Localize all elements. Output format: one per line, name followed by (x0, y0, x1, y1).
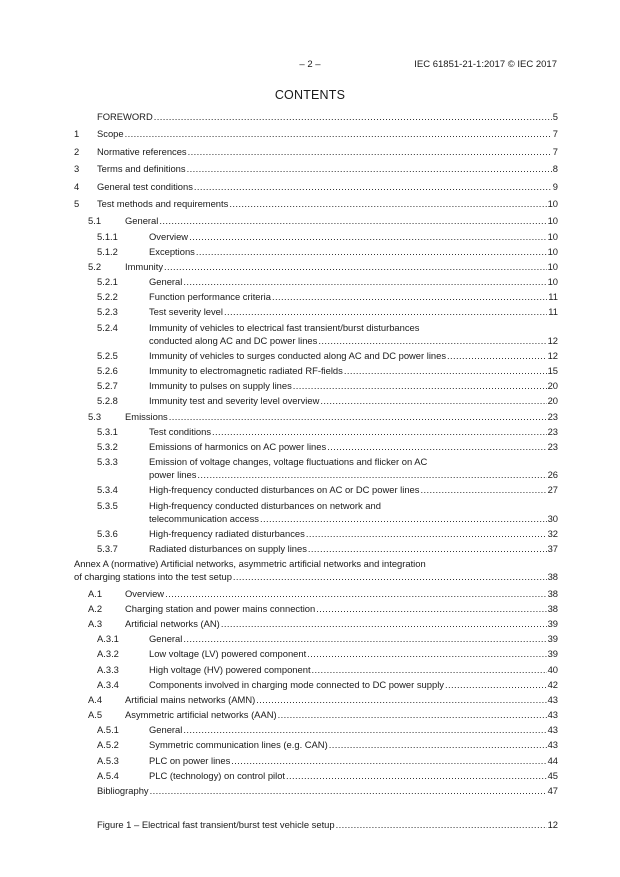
toc-entry[interactable] (74, 321, 558, 349)
dot-leader (197, 468, 546, 481)
dot-leader (229, 197, 546, 210)
toc-entry-title: General (149, 724, 183, 736)
dot-leader (169, 410, 547, 423)
toc-entry[interactable] (74, 275, 558, 290)
toc-entry-title: Immunity of vehicles to surges conducted along AC and DC power lines (149, 349, 447, 361)
dot-leader (164, 260, 547, 273)
dot-leader (293, 379, 547, 392)
toc-entry-number: A.3 (88, 617, 103, 629)
toc-entry-page: 43 (547, 724, 558, 736)
toc-entry-page: 38 (547, 587, 558, 599)
toc-entry-page: 10 (547, 197, 558, 209)
dot-leader (194, 180, 552, 193)
toc-entry-page: 7 (552, 145, 558, 157)
toc-entry-number: 4 (74, 180, 80, 192)
toc-entry-number: A.5.1 (97, 724, 119, 736)
toc-entry-title: High-frequency radiated disturbances (149, 527, 305, 539)
table-of-contents (74, 110, 558, 836)
toc-entry-page: 38 (547, 602, 558, 614)
toc-entry[interactable] (74, 617, 558, 632)
dot-leader (420, 483, 546, 496)
dot-leader (329, 738, 547, 751)
dot-leader (306, 527, 547, 540)
toc-entry-number: 5.1.2 (97, 245, 118, 257)
toc-entry[interactable] (74, 527, 558, 542)
toc-entry[interactable] (74, 260, 558, 275)
toc-entry-page: 43 (547, 693, 558, 705)
toc-entry-page: 10 (547, 245, 558, 257)
dot-leader (196, 245, 547, 258)
toc-entry-title: Components involved in charging mode connected to DC power supply (149, 678, 444, 690)
toc-entry[interactable] (74, 708, 558, 723)
toc-entry[interactable] (74, 349, 558, 364)
toc-entry-page: 38 (547, 571, 558, 583)
toc-entry-page: 32 (547, 527, 558, 539)
toc-entry-page: 7 (552, 128, 558, 140)
toc-entry-number: A.3.1 (97, 633, 119, 645)
toc-entry[interactable] (74, 632, 558, 647)
toc-entry-page: 10 (547, 230, 558, 242)
toc-entry[interactable] (74, 145, 558, 162)
dot-leader (307, 647, 546, 660)
toc-entry-page: 9 (552, 180, 558, 192)
toc-entry-title: Radiated disturbances on supply lines (149, 542, 307, 554)
page-title: CONTENTS (274, 88, 346, 102)
toc-entry-page: 10 (547, 260, 558, 272)
toc-entry-number: 2 (74, 145, 80, 157)
toc-entry-number: 5.2.8 (97, 395, 118, 407)
toc-entry-number: A.3.3 (97, 663, 119, 675)
dot-leader (260, 512, 547, 525)
toc-entry-title: Immunity (125, 260, 164, 272)
toc-entry-title: Function performance criteria (149, 291, 271, 303)
toc-entry-page: 11 (548, 291, 558, 303)
toc-entry-page: 30 (547, 512, 558, 524)
dot-leader (308, 542, 547, 555)
toc-entry-page: 23 (547, 425, 558, 437)
dot-leader (125, 127, 552, 140)
toc-entry-number: 5.1 (88, 215, 102, 227)
toc-entry-number: 5.3.4 (97, 484, 118, 496)
toc-entry[interactable] (74, 602, 558, 617)
toc-entry-number: A.4 (88, 693, 103, 705)
dot-leader (224, 305, 547, 318)
toc-entry-title: General test conditions (97, 180, 193, 192)
figure-entry[interactable] (74, 818, 558, 835)
toc-entry-title: General (149, 276, 183, 288)
toc-entry-page: 43 (547, 709, 558, 721)
toc-entry-title: General (149, 633, 183, 645)
toc-entry[interactable] (74, 483, 558, 498)
toc-entry-page: 27 (547, 484, 558, 496)
toc-entry[interactable] (74, 410, 558, 425)
toc-entry-title: Immunity of vehicles to electrical fast transient/burst disturbances (149, 321, 420, 333)
toc-entry-number: 5.3.3 (97, 456, 118, 468)
toc-entry[interactable] (74, 769, 558, 784)
dot-leader (447, 349, 547, 362)
toc-entry-title: Test severity level (149, 306, 223, 318)
toc-entry-number: A.2 (88, 602, 103, 614)
toc-entry[interactable] (74, 364, 558, 379)
toc-entry[interactable] (74, 663, 558, 678)
dot-leader (318, 334, 546, 347)
toc-entry[interactable] (74, 754, 558, 769)
toc-entry[interactable] (74, 425, 558, 440)
toc-entry-number: A.5.4 (97, 769, 119, 781)
dot-leader (150, 784, 547, 797)
toc-entry-number: 5.3 (88, 410, 102, 422)
toc-entry-title: High-frequency conducted disturbances on network and (149, 499, 381, 511)
page-number-header: – 2 – (299, 59, 321, 70)
toc-entry[interactable] (74, 305, 558, 320)
dot-leader (316, 602, 546, 615)
toc-entry-title: Annex A (normative) Artificial networks, asymmetric artificial networks and integration (74, 558, 426, 570)
toc-entry-page: 39 (547, 633, 558, 645)
dot-leader (344, 364, 547, 377)
toc-entry-number: 5.3.2 (97, 440, 118, 452)
dot-leader (154, 110, 552, 123)
toc-entry-page: 40 (547, 663, 558, 675)
dot-leader (327, 440, 546, 453)
toc-entry-number: 5.1.1 (97, 230, 118, 242)
toc-entry-page: 12 (547, 334, 558, 346)
toc-entry-title: High-frequency conducted disturbances on AC or DC power lines (149, 484, 420, 496)
toc-entry[interactable] (74, 647, 558, 662)
toc-entry[interactable] (74, 230, 558, 245)
toc-entry-number: 5.2.3 (97, 306, 118, 318)
toc-entry-title-continued: of charging stations into the test setup (74, 571, 232, 583)
dot-leader (256, 693, 546, 706)
toc-entry-page: 12 (547, 349, 558, 361)
toc-entry-number: A.5.3 (97, 754, 119, 766)
dot-leader (221, 617, 547, 630)
toc-entry-number: 5.3.5 (97, 499, 118, 511)
toc-entry-number: 5.3.1 (97, 425, 118, 437)
dot-leader (231, 754, 546, 767)
toc-entry-title: Artificial networks (AN) (125, 617, 220, 629)
toc-entry-title: High voltage (HV) powered component (149, 663, 311, 675)
toc-entry-page: 39 (547, 648, 558, 660)
toc-entry-title: Artificial mains networks (AMN) (125, 693, 256, 705)
dot-leader (272, 290, 547, 303)
toc-entry[interactable] (74, 127, 558, 144)
toc-entry-page: 23 (547, 410, 558, 422)
toc-entry[interactable] (74, 290, 558, 305)
dot-leader (233, 570, 547, 583)
toc-entry-title: Emissions (125, 410, 168, 422)
toc-entry-page: 39 (547, 617, 558, 629)
toc-entry-title: Emissions of harmonics on AC power lines (149, 440, 327, 452)
toc-entry-number: 5.2.7 (97, 380, 118, 392)
toc-entry-number: 5.2.4 (97, 321, 118, 333)
toc-entry-title: Immunity to pulses on supply lines (149, 380, 292, 392)
toc-entry-page: 42 (547, 678, 558, 690)
toc-entry-title-continued: conducted along AC and DC power lines (149, 334, 318, 346)
toc-entry-page: 47 (547, 785, 558, 797)
toc-entry-page: 11 (548, 306, 558, 318)
toc-entry-title-continued: telecommunication access (149, 512, 259, 524)
toc-entry-title: Charging station and power mains connection (125, 602, 316, 614)
toc-entry[interactable] (74, 723, 558, 738)
toc-entry-number: 5.2 (88, 260, 102, 272)
toc-entry-page: 37 (547, 542, 558, 554)
toc-entry-page: 26 (547, 469, 558, 481)
toc-entry-title: Normative references (97, 145, 187, 157)
toc-entry[interactable] (74, 162, 558, 179)
toc-entry-number: A.5.2 (97, 739, 119, 751)
toc-entry-title: Emission of voltage changes, voltage fluctuations and flicker on AC (149, 456, 428, 468)
toc-entry-title: Scope (97, 128, 124, 140)
toc-entry-title: Symmetric communication lines (e.g. CAN) (149, 739, 328, 751)
toc-entry-number: 5.3.6 (97, 527, 118, 539)
dot-leader (278, 708, 547, 721)
toc-entry[interactable] (74, 738, 558, 753)
toc-entry[interactable] (74, 693, 558, 708)
toc-entry-title: PLC (technology) on control pilot (149, 769, 286, 781)
toc-entry-title: Terms and definitions (97, 163, 186, 175)
dot-leader (212, 425, 547, 438)
toc-entry[interactable] (74, 394, 558, 409)
toc-entry[interactable] (74, 557, 558, 587)
dot-leader (189, 230, 546, 243)
toc-entry[interactable] (74, 245, 558, 260)
toc-entry-title: Bibliography (97, 785, 149, 797)
dot-leader (312, 663, 547, 676)
toc-entry-title: Low voltage (LV) powered component (149, 648, 307, 660)
toc-entry-page: 12 (547, 819, 558, 831)
toc-entry[interactable] (74, 379, 558, 394)
toc-entry-page: 8 (552, 163, 558, 175)
toc-entry-title: Immunity to electromagnetic radiated RF-fields (149, 365, 343, 377)
dot-leader (165, 587, 546, 600)
toc-entry-title: Figure 1 – Electrical fast transient/burst test vehicle setup (97, 819, 335, 831)
toc-entry[interactable] (74, 180, 558, 197)
toc-entry-title: Overview (125, 587, 165, 599)
toc-entry-number: A.1 (88, 587, 103, 599)
toc-entry-number: 5.2.5 (97, 349, 118, 361)
toc-entry-title-continued: power lines (149, 469, 197, 481)
toc-entry-page: 10 (547, 276, 558, 288)
dot-leader (286, 769, 547, 782)
toc-entry-page: 20 (547, 395, 558, 407)
document-id-header: IEC 61851-21-1:2017 © IEC 2017 (414, 59, 557, 70)
toc-entry-number: 5 (74, 197, 80, 209)
toc-entry-number: 1 (74, 128, 80, 140)
dot-leader (183, 723, 546, 736)
dot-leader (187, 162, 552, 175)
toc-entry-number: A.3.4 (97, 678, 119, 690)
toc-entry-page: 10 (547, 215, 558, 227)
dot-leader (336, 818, 547, 831)
toc-entry[interactable] (74, 214, 558, 229)
toc-entry-page: 15 (547, 365, 558, 377)
toc-entry-page: 44 (547, 754, 558, 766)
toc-entry[interactable] (74, 455, 558, 483)
toc-entry-page: 45 (547, 769, 558, 781)
toc-entry-title: FOREWORD (97, 111, 153, 122)
toc-entry[interactable] (74, 440, 558, 455)
toc-entry-title: PLC on power lines (149, 754, 231, 766)
toc-entry-title: Test conditions (149, 425, 212, 437)
toc-entry[interactable] (74, 542, 558, 557)
toc-entry-number: 5.2.2 (97, 291, 118, 303)
toc-entry-number: 5.3.7 (97, 542, 118, 554)
toc-entry-title: Immunity test and severity level overview (149, 395, 320, 407)
dot-leader (445, 678, 547, 691)
dot-leader (183, 275, 546, 288)
toc-entry-number: A.5 (88, 709, 103, 721)
toc-entry[interactable] (74, 678, 558, 693)
dot-leader (159, 214, 546, 227)
toc-entry-title: General (125, 215, 159, 227)
toc-entry-page: 43 (547, 739, 558, 751)
toc-entry-page: 23 (547, 440, 558, 452)
toc-entry-page: 20 (547, 380, 558, 392)
toc-entry-page: 5 (552, 111, 558, 122)
toc-entry-title: Overview (149, 230, 189, 242)
toc-entry[interactable] (74, 499, 558, 527)
toc-entry-number: 5.2.6 (97, 365, 118, 377)
toc-entry[interactable] (74, 197, 558, 214)
toc-entry-title: Exceptions (149, 245, 195, 257)
toc-entry-number: 3 (74, 163, 80, 175)
toc-entry[interactable] (74, 784, 558, 801)
toc-entry[interactable] (74, 110, 558, 127)
dot-leader (188, 145, 552, 158)
toc-entry-number: 5.2.1 (97, 276, 118, 288)
toc-entry-title: Asymmetric artificial networks (AAN) (125, 709, 277, 721)
toc-entry-title: Test methods and requirements (97, 197, 229, 209)
toc-entry-number: A.3.2 (97, 648, 119, 660)
dot-leader (320, 394, 546, 407)
toc-entry[interactable] (74, 587, 558, 602)
dot-leader (183, 632, 546, 645)
